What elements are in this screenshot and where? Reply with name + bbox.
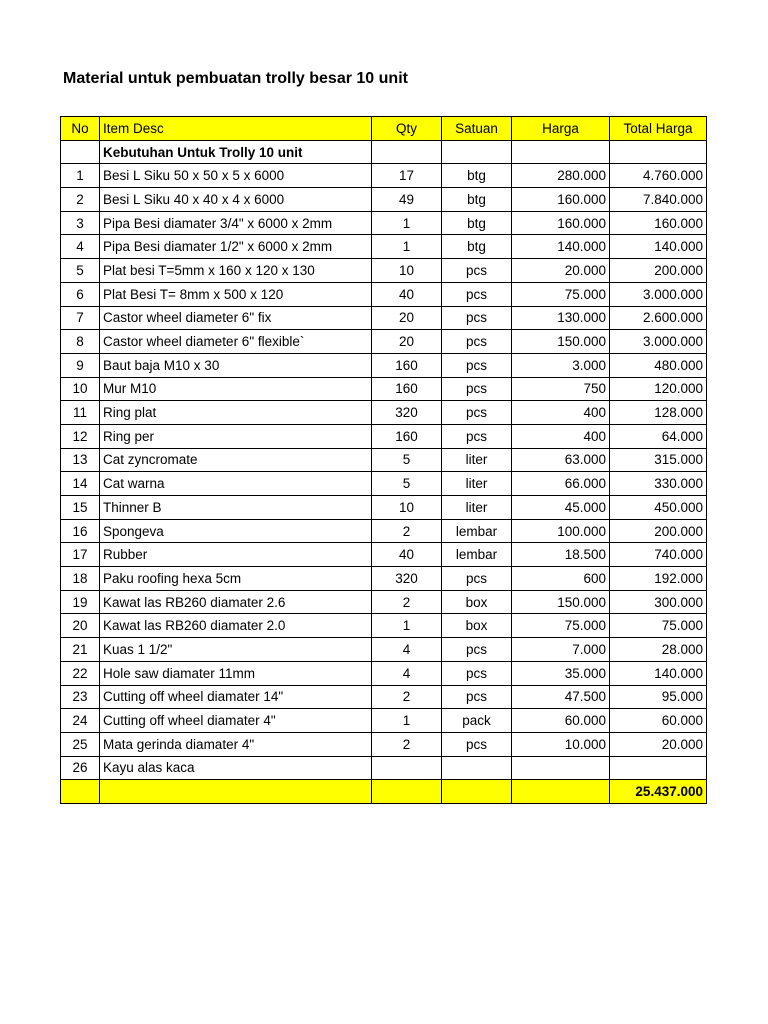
cell-item-desc: Kayu alas kaca (100, 756, 372, 780)
cell-total-harga: 140.000 (610, 661, 707, 685)
cell-qty: 320 (372, 567, 442, 591)
cell-qty: 160 (372, 377, 442, 401)
cell-no: 14 (61, 472, 100, 496)
cell-satuan: pcs (442, 353, 512, 377)
cell-no: 23 (61, 685, 100, 709)
cell-satuan (442, 756, 512, 780)
cell-item-desc: Besi L Siku 40 x 40 x 4 x 6000 (100, 188, 372, 212)
cell-satuan: liter (442, 472, 512, 496)
cell-total-harga: 315.000 (610, 448, 707, 472)
cell-item-desc: Mata gerinda diamater 4" (100, 732, 372, 756)
header-no: No (61, 117, 100, 141)
cell-no: 8 (61, 330, 100, 354)
cell-total-harga: 200.000 (610, 259, 707, 283)
cell-total-harga: 192.000 (610, 567, 707, 591)
cell-total-harga: 2.600.000 (610, 306, 707, 330)
cell-no: 9 (61, 353, 100, 377)
cell-total-harga: 75.000 (610, 614, 707, 638)
cell-qty: 10 (372, 259, 442, 283)
cell-harga: 20.000 (512, 259, 610, 283)
cell-harga: 10.000 (512, 732, 610, 756)
cell-item-desc: Rubber (100, 543, 372, 567)
cell-item-desc: Cat zyncromate (100, 448, 372, 472)
cell-no: 21 (61, 638, 100, 662)
cell-satuan: btg (442, 235, 512, 259)
cell-satuan: liter (442, 448, 512, 472)
cell-harga: 160.000 (512, 188, 610, 212)
cell-item-desc: Besi L Siku 50 x 50 x 5 x 6000 (100, 164, 372, 188)
cell-item-desc: Pipa Besi diamater 3/4" x 6000 x 2mm (100, 211, 372, 235)
table-row (61, 685, 707, 709)
table-header-row (61, 117, 707, 141)
cell-satuan: pcs (442, 401, 512, 425)
cell-no: 13 (61, 448, 100, 472)
cell-item-desc: Hole saw diamater 11mm (100, 661, 372, 685)
cell-item-desc: Pipa Besi diamater 1/2" x 6000 x 2mm (100, 235, 372, 259)
cell-no: 22 (61, 661, 100, 685)
table-row (61, 424, 707, 448)
cell-total-harga: 95.000 (610, 685, 707, 709)
cell-harga: 47.500 (512, 685, 610, 709)
cell-item-desc: Kuas 1 1/2" (100, 638, 372, 662)
cell-harga: 7.000 (512, 638, 610, 662)
cell-qty (372, 756, 442, 780)
cell-item-desc: Plat Besi T= 8mm x 500 x 120 (100, 282, 372, 306)
empty-cell (372, 780, 442, 804)
cell-harga: 150.000 (512, 590, 610, 614)
cell-qty: 10 (372, 496, 442, 520)
cell-harga: 63.000 (512, 448, 610, 472)
cell-no: 19 (61, 590, 100, 614)
cell-no: 25 (61, 732, 100, 756)
cell-item-desc: Mur M10 (100, 377, 372, 401)
table-row (61, 330, 707, 354)
cell-no: 11 (61, 401, 100, 425)
cell-harga: 66.000 (512, 472, 610, 496)
cell-item-desc: Cutting off wheel diamater 4" (100, 709, 372, 733)
cell-item-desc: Castor wheel diameter 6" fix (100, 306, 372, 330)
cell-harga: 400 (512, 424, 610, 448)
cell-satuan: pcs (442, 377, 512, 401)
cell-harga: 75.000 (512, 282, 610, 306)
empty-cell (442, 140, 512, 164)
cell-item-desc: Castor wheel diameter 6" flexible` (100, 330, 372, 354)
empty-cell (372, 140, 442, 164)
table-row (61, 282, 707, 306)
cell-harga: 45.000 (512, 496, 610, 520)
cell-total-harga (610, 756, 707, 780)
cell-total-harga: 28.000 (610, 638, 707, 662)
cell-satuan: pcs (442, 685, 512, 709)
cell-harga: 35.000 (512, 661, 610, 685)
cell-qty: 2 (372, 732, 442, 756)
cell-qty: 40 (372, 543, 442, 567)
cell-qty: 4 (372, 638, 442, 662)
cell-no: 5 (61, 259, 100, 283)
header-harga: Harga (512, 117, 610, 141)
cell-harga: 75.000 (512, 614, 610, 638)
cell-satuan: btg (442, 164, 512, 188)
empty-cell (61, 780, 100, 804)
cell-harga: 600 (512, 567, 610, 591)
cell-qty: 1 (372, 709, 442, 733)
table-row (61, 306, 707, 330)
table-row (61, 259, 707, 283)
empty-cell (610, 140, 707, 164)
cell-total-harga: 120.000 (610, 377, 707, 401)
header-total-harga: Total Harga (610, 117, 707, 141)
cell-satuan: pcs (442, 330, 512, 354)
cell-total-harga: 20.000 (610, 732, 707, 756)
cell-qty: 20 (372, 330, 442, 354)
cell-qty: 40 (372, 282, 442, 306)
cell-no: 7 (61, 306, 100, 330)
subheader-row (61, 140, 707, 164)
cell-satuan: btg (442, 211, 512, 235)
cell-satuan: btg (442, 188, 512, 212)
cell-no: 6 (61, 282, 100, 306)
header-qty: Qty (372, 117, 442, 141)
table-row (61, 590, 707, 614)
table-row (61, 472, 707, 496)
total-row (61, 780, 707, 804)
cell-item-desc: Ring per (100, 424, 372, 448)
cell-harga: 140.000 (512, 235, 610, 259)
table-row (61, 235, 707, 259)
table-row (61, 353, 707, 377)
cell-item-desc: Cat warna (100, 472, 372, 496)
cell-qty: 17 (372, 164, 442, 188)
table-row (61, 614, 707, 638)
cell-satuan: liter (442, 496, 512, 520)
cell-satuan: pcs (442, 306, 512, 330)
table-row (61, 709, 707, 733)
empty-cell (512, 780, 610, 804)
cell-harga: 18.500 (512, 543, 610, 567)
cell-total-harga: 3.000.000 (610, 282, 707, 306)
cell-total-harga: 3.000.000 (610, 330, 707, 354)
cell-total-harga: 740.000 (610, 543, 707, 567)
cell-satuan: lembar (442, 543, 512, 567)
cell-no: 2 (61, 188, 100, 212)
cell-total-harga: 60.000 (610, 709, 707, 733)
cell-harga: 100.000 (512, 519, 610, 543)
cell-satuan: pcs (442, 282, 512, 306)
cell-harga (512, 756, 610, 780)
cell-qty: 1 (372, 235, 442, 259)
cell-qty: 320 (372, 401, 442, 425)
cell-total-harga: 200.000 (610, 519, 707, 543)
table-row (61, 519, 707, 543)
cell-qty: 49 (372, 188, 442, 212)
cell-item-desc: Cutting off wheel diamater 14" (100, 685, 372, 709)
cell-item-desc: Kawat las RB260 diamater 2.0 (100, 614, 372, 638)
cell-total-harga: 300.000 (610, 590, 707, 614)
cell-item-desc: Baut baja M10 x 30 (100, 353, 372, 377)
cell-total-harga: 64.000 (610, 424, 707, 448)
cell-harga: 400 (512, 401, 610, 425)
cell-total-harga: 140.000 (610, 235, 707, 259)
cell-total-harga: 450.000 (610, 496, 707, 520)
cell-item-desc: Kawat las RB260 diamater 2.6 (100, 590, 372, 614)
cell-satuan: pcs (442, 661, 512, 685)
cell-harga: 280.000 (512, 164, 610, 188)
cell-satuan: pcs (442, 259, 512, 283)
cell-no: 18 (61, 567, 100, 591)
cell-qty: 2 (372, 519, 442, 543)
cell-total-harga: 7.840.000 (610, 188, 707, 212)
cell-no: 15 (61, 496, 100, 520)
cell-harga: 160.000 (512, 211, 610, 235)
cell-qty: 5 (372, 472, 442, 496)
cell-harga: 750 (512, 377, 610, 401)
table-row (61, 756, 707, 780)
empty-cell (61, 140, 100, 164)
cell-qty: 160 (372, 353, 442, 377)
table-row (61, 567, 707, 591)
table-row (61, 732, 707, 756)
table-row (61, 543, 707, 567)
empty-cell (442, 780, 512, 804)
cell-total-harga: 160.000 (610, 211, 707, 235)
table-row (61, 661, 707, 685)
cell-total-harga: 128.000 (610, 401, 707, 425)
cell-harga: 150.000 (512, 330, 610, 354)
cell-no: 1 (61, 164, 100, 188)
cell-total-harga: 480.000 (610, 353, 707, 377)
cell-item-desc: Thinner B (100, 496, 372, 520)
cell-satuan: pack (442, 709, 512, 733)
cell-item-desc: Paku roofing hexa 5cm (100, 567, 372, 591)
subheader-label: Kebutuhan Untuk Trolly 10 unit (100, 140, 372, 164)
cell-qty: 2 (372, 685, 442, 709)
cell-qty: 5 (372, 448, 442, 472)
cell-no: 24 (61, 709, 100, 733)
cell-qty: 2 (372, 590, 442, 614)
cell-satuan: box (442, 614, 512, 638)
cell-no: 4 (61, 235, 100, 259)
cell-total-harga: 4.760.000 (610, 164, 707, 188)
cell-item-desc: Plat besi T=5mm x 160 x 120 x 130 (100, 259, 372, 283)
empty-cell (512, 140, 610, 164)
cell-satuan: box (442, 590, 512, 614)
cell-harga: 3.000 (512, 353, 610, 377)
cell-satuan: pcs (442, 567, 512, 591)
table-row (61, 211, 707, 235)
cell-satuan: lembar (442, 519, 512, 543)
header-item-desc: Item Desc (100, 117, 372, 141)
cell-item-desc: Ring plat (100, 401, 372, 425)
cell-no: 16 (61, 519, 100, 543)
grand-total-value: 25.437.000 (610, 780, 707, 804)
cell-no: 3 (61, 211, 100, 235)
cell-no: 26 (61, 756, 100, 780)
empty-cell (100, 780, 372, 804)
table-row (61, 164, 707, 188)
cell-harga: 130.000 (512, 306, 610, 330)
table-row (61, 401, 707, 425)
cell-no: 17 (61, 543, 100, 567)
cell-qty: 1 (372, 614, 442, 638)
document-title: Material untuk pembuatan trolly besar 10 unit (63, 70, 408, 87)
table-row (61, 448, 707, 472)
cell-no: 10 (61, 377, 100, 401)
cell-qty: 20 (372, 306, 442, 330)
cell-harga: 60.000 (512, 709, 610, 733)
cell-qty: 4 (372, 661, 442, 685)
cell-satuan: pcs (442, 638, 512, 662)
cell-satuan: pcs (442, 424, 512, 448)
cell-total-harga: 330.000 (610, 472, 707, 496)
cell-item-desc: Spongeva (100, 519, 372, 543)
cell-satuan: pcs (442, 732, 512, 756)
cell-no: 20 (61, 614, 100, 638)
table-row (61, 496, 707, 520)
table-row (61, 188, 707, 212)
table-row (61, 638, 707, 662)
header-satuan: Satuan (442, 117, 512, 141)
cell-no: 12 (61, 424, 100, 448)
cell-qty: 1 (372, 211, 442, 235)
cell-qty: 160 (372, 424, 442, 448)
table-row (61, 377, 707, 401)
material-table (60, 116, 707, 804)
